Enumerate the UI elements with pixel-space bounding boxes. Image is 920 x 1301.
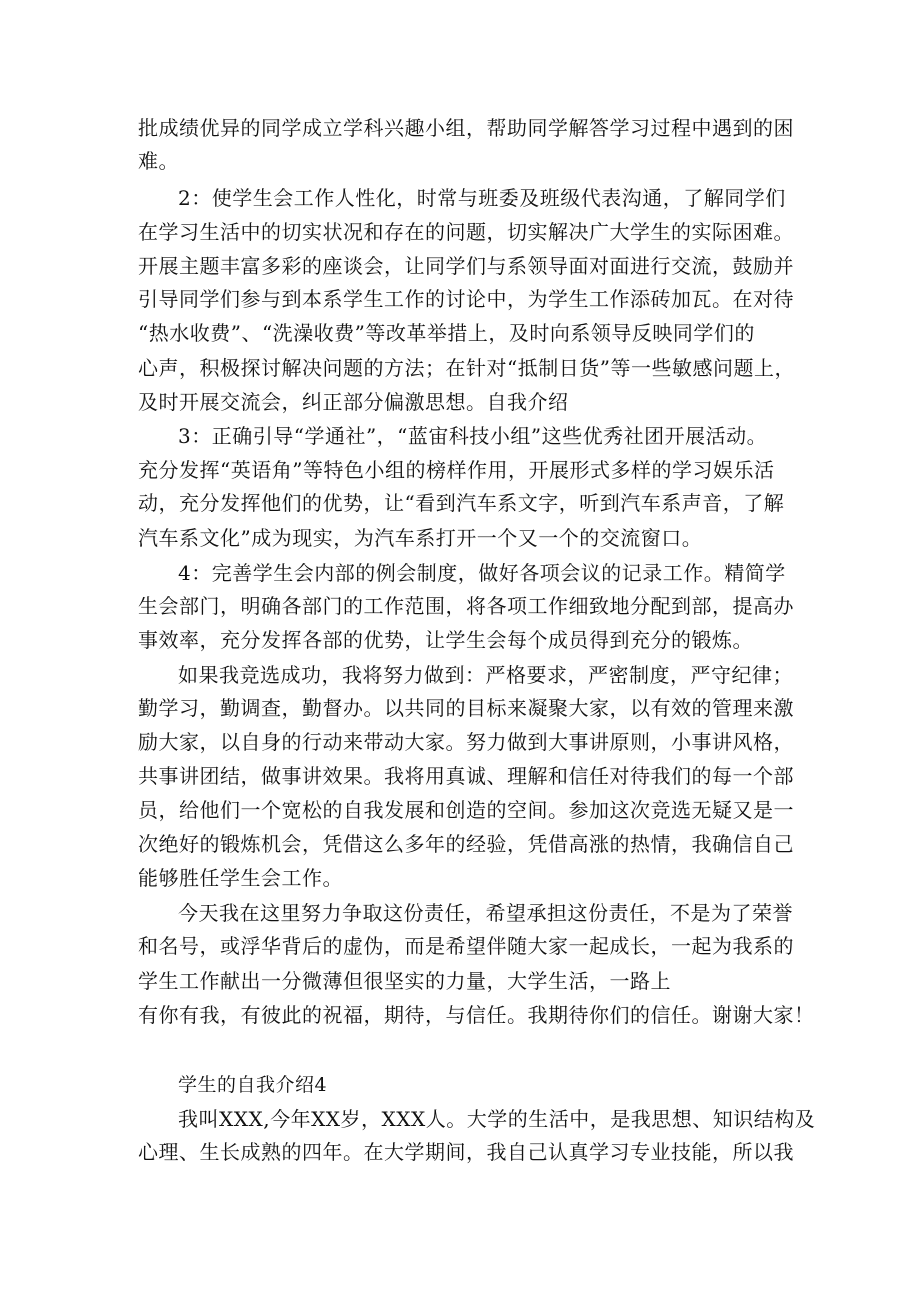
text-line: 次绝好的锻炼机会，凭借这么多年的经验，凭借高涨的热情，我确信自己 xyxy=(138,832,794,856)
paragraph-start-line: 2：使学生会工作人性化，时常与班委及班级代表沟通，了解同学们 xyxy=(178,186,786,210)
paragraph-start-line: 今天我在这里努力争取这份责任，希望承担这份责任，不是为了荣誉 xyxy=(178,901,793,925)
paragraph-start-line: 如果我竞选成功，我将努力做到：严格要求，严密制度，严守纪律； xyxy=(178,663,793,687)
text-line: 充分发挥“英语角”等特色小组的榜样作用，开展形式多样的学习娱乐活 xyxy=(138,458,775,482)
text-line: 引导同学们参与到本系学生工作的讨论中，为学生工作添砖加瓦。在对待 xyxy=(138,287,794,311)
text-line: 有你有我，有彼此的祝福，期待，与信任。我期待你们的信任。谢谢大家！ xyxy=(138,1003,815,1027)
text-line: 学生工作献出一分微薄但很坚实的力量，大学生活，一路上 xyxy=(138,969,671,993)
text-line: 心理、生长成熟的四年。在大学期间，我自己认真学习专业技能，所以我 xyxy=(138,1140,794,1164)
text-line: 勤学习，勤调查，勤督办。以共同的目标来凝聚大家，以有效的管理来激 xyxy=(138,696,794,720)
paragraph-start-line: 我叫XXX,今年XX岁，XXX人。大学的生活中，是我思想、知识结构及 xyxy=(178,1107,816,1131)
text-line: 励大家，以自身的行动来带动大家。努力做到大事讲原则，小事讲风格， xyxy=(138,730,794,754)
text-line: 共事讲团结，做事讲效果。我将用真诚、理解和信任对待我们的每一个部 xyxy=(138,764,794,788)
text-line: 及时开展交流会，纠正部分偏激思想。自我介绍 xyxy=(138,390,569,414)
text-line: 生会部门，明确各部门的工作范围，将各项工作细致地分配到部，提高办 xyxy=(138,594,794,618)
paragraph-start-line: 3：正确引导“学通社”，“蓝宙科技小组”这些优秀社团开展活动。 xyxy=(178,424,768,448)
text-line: 开展主题丰富多彩的座谈会，让同学们与系领导面对面进行交流，鼓励并 xyxy=(138,254,794,278)
text-line: 在学习生活中的切实状况和存在的问题，切实解决广大学生的实际困难。 xyxy=(138,220,794,244)
text-line: 心声，积极探讨解决问题的方法；在针对“抵制日货”等一些敏感问题上， xyxy=(138,356,795,380)
text-line: 和名号，或浮华背后的虚伪，而是希望伴随大家一起成长，一起为我系的 xyxy=(138,934,794,958)
section-heading: 学生的自我介绍4 xyxy=(178,1074,328,1096)
text-line: 员，给他们一个宽松的自我发展和创造的空间。参加这次竞选无疑又是一 xyxy=(138,798,794,822)
text-line: 难。 xyxy=(138,149,179,173)
text-line: 批成绩优异的同学成立学科兴趣小组，帮助同学解答学习过程中遇到的困 xyxy=(138,116,794,140)
text-line: “热水收费”、“洗澡收费”等改革举措上，及时向系领导反映同学们的 xyxy=(138,321,755,345)
text-line: 动，充分发挥他们的优势，让“看到汽车系文字，听到汽车系声音，了解 xyxy=(138,491,785,515)
text-line: 事效率，充分发挥各部的优势，让学生会每个成员得到充分的锻炼。 xyxy=(138,628,753,652)
paragraph-start-line: 4：完善学生会内部的例会制度，做好各项会议的记录工作。精简学 xyxy=(178,561,786,585)
text-line: 汽车系文化”成为现实，为汽车系打开一个又一个的交流窗口。 xyxy=(138,526,703,550)
text-line: 能够胜任学生会工作。 xyxy=(138,866,343,890)
